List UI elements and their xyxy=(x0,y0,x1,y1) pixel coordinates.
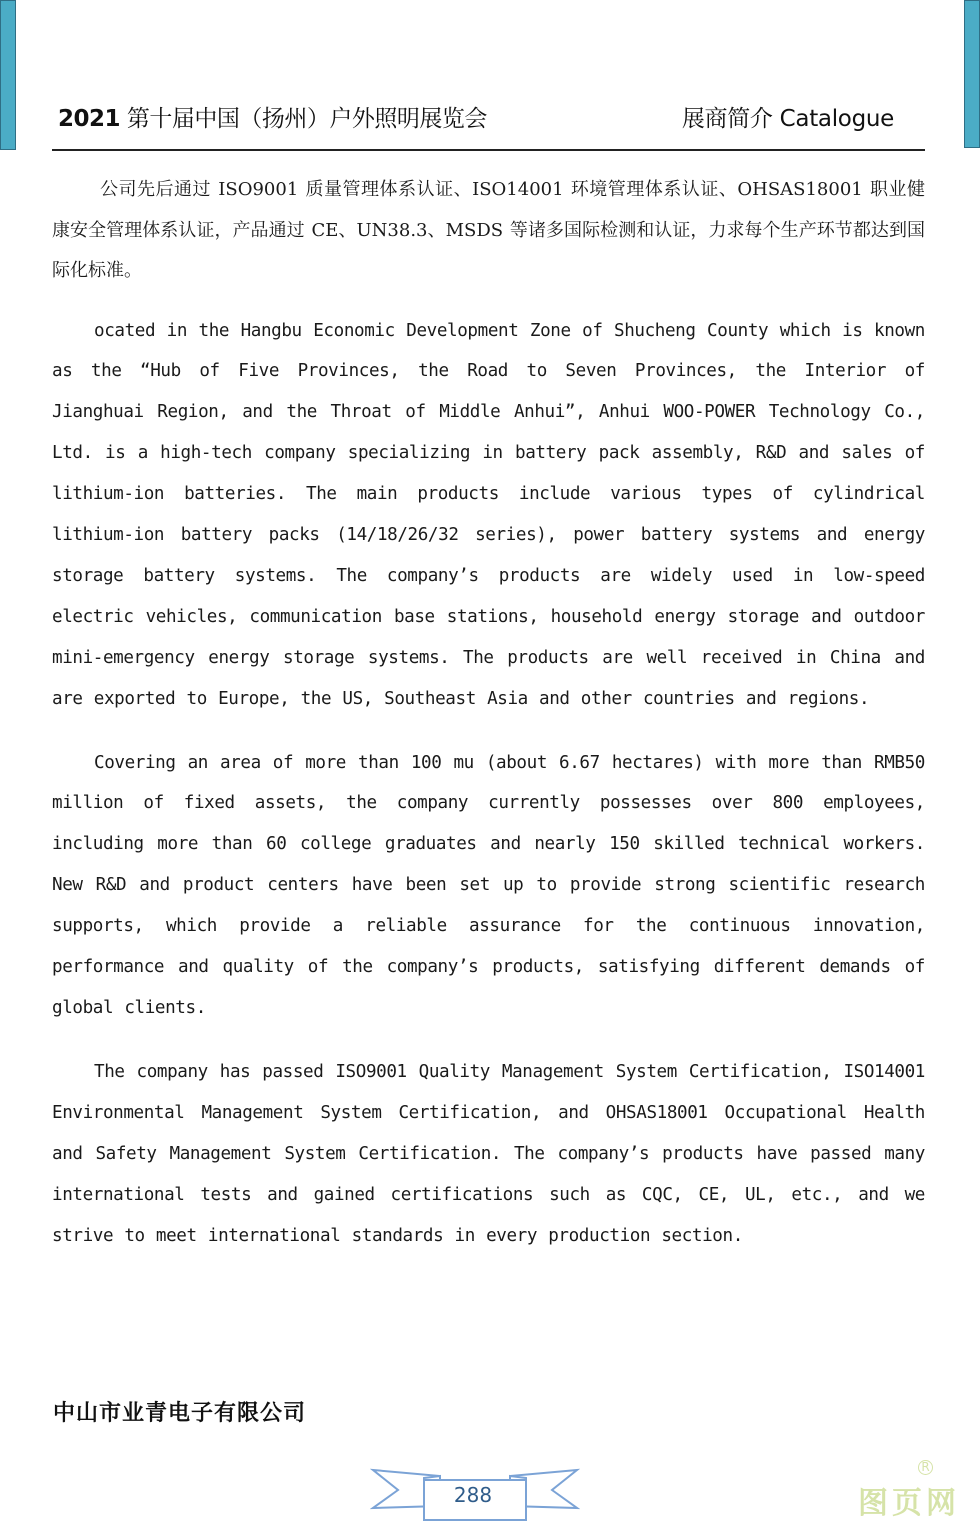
paragraph-certifications: The company has passed ISO9001 Quality Management System Certification, ISO14001 Environmental Management System Certification, and OHSAS18001 Occupational Health and Safety Management System Certification. The company’s products have passed many international tests and gained certifications such as CQC, CE, UL, etc., and we strive to meet international standards in every production section. xyxy=(52,1061,925,1246)
exhibition-year: 2021 xyxy=(58,105,121,132)
registered-mark-icon: R xyxy=(918,1460,933,1475)
article-body xyxy=(52,170,925,1256)
exhibition-title xyxy=(58,100,487,133)
header-divider xyxy=(52,149,925,151)
company-name: 中山市业青电子有限公司 xyxy=(53,1401,307,1426)
paragraph-company-scale: Covering an area of more than 100 mu (about 6.67 hectares) with more than RMB50 million of fixed assets, the company currently possesses over 800 employees, including more than 60 college graduates and nearly 150 skilled technical workers. New R&D and product centers have been set up to provide strong scientific research supports, which provide a reliable assurance for the continuous innovation, performance and quality of the company’s products, satisfying different demands of global clients. xyxy=(52,752,925,1018)
watermark-logo: 图页网 xyxy=(858,1486,960,1521)
page-header xyxy=(58,98,894,134)
paragraph-chinese-certifications: 公司先后通过 ISO9001 质量管理体系认证、ISO14001 环境管理体系认证、OHSAS18001 职业健康安全管理体系认证，产品通过 CE、UN38.3、MSDS 等诸多国际检测和认证，力求每个生产环节都达到国际化标准。 xyxy=(52,179,925,281)
left-accent-bar xyxy=(0,0,16,150)
page-number: 288 xyxy=(453,1483,493,1507)
paragraph-company-overview: ocated in the Hangbu Economic Development Zone of Shucheng County which is known as the “Hub of Five Provinces, the Road to Seven Provinces, the Interior of Jianghuai Region, and the Throat of Middle Anhui”, Anhui WOO-POWER Technology Co., Ltd. is a high-tech company specializing in battery pack assembly, R&D and sales of lithium-ion batteries. The main products include various types of cylindrical lithium-ion battery packs (14/18/26/32 series), power battery systems and energy storage battery systems. The company’s products are widely used in low-speed electric vehicles, communication base stations, household energy storage and outdoor mini-emergency energy storage systems. The products are well received in China and are exported to Europe, the US, Southeast Asia and other countries and regions. xyxy=(52,320,925,709)
section-title: 展商简介 Catalogue xyxy=(681,105,894,132)
right-accent-bar xyxy=(964,0,980,148)
exhibition-name: 第十届中国（扬州）户外照明展览会 xyxy=(120,105,487,132)
